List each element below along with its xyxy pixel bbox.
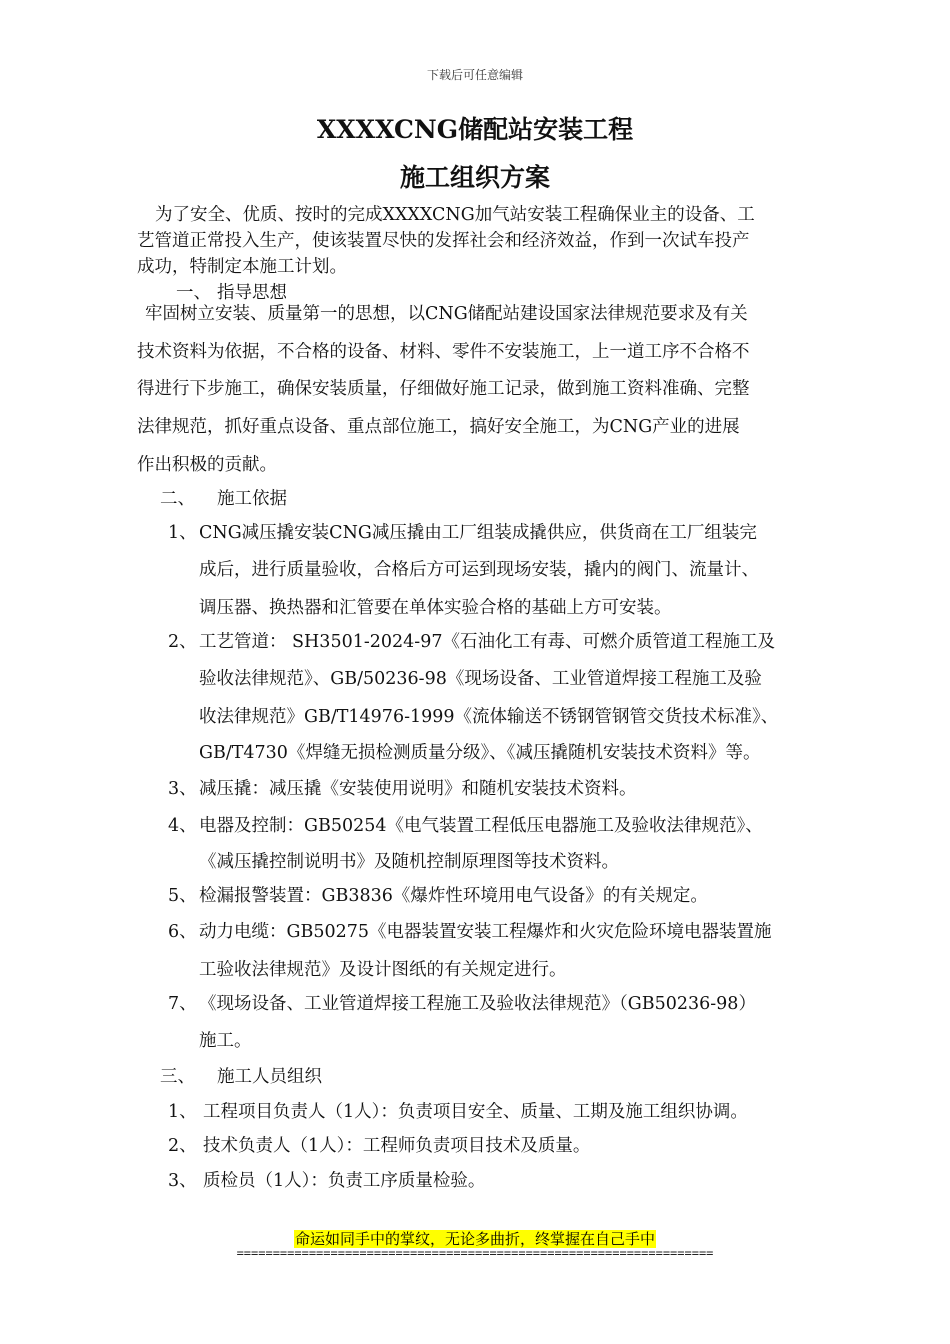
paragraph-line: 牢固树立安装、质量第一的思想，以CNG储配站建设国家法律规范要求及有关 — [145, 304, 748, 324]
paragraph-line: 技术资料为依据，不合格的设备、材料、零件不安装施工，上一道工序不合格不 — [137, 342, 750, 362]
list-item-line: 《现场设备、工业管道焊接工程施工及验收法律规范》（GB50236-98） — [199, 994, 756, 1014]
list-item-line: 工程项目负责人（1人）：负责项目安全、质量、工期及施工组织协调。 — [203, 1102, 748, 1122]
document-title: XXXXCNG储配站安装工程 — [316, 115, 634, 144]
list-number: 6、 — [168, 922, 197, 942]
paragraph-line: 法律规范，抓好重点设备、重点部位施工，搞好安全施工，为CNG产业的进展 — [137, 417, 740, 437]
paragraph-line: 得进行下步施工，确保安装质量，仔细做好施工记录，做到施工资料准确、完整 — [137, 379, 750, 399]
list-item-line: 减压撬：减压撬《安装使用说明》和随机安装技术资料。 — [199, 779, 637, 799]
section-number: 二、 — [160, 489, 195, 509]
footer-rule: ================================================================== — [236, 1246, 714, 1260]
list-item-line: 质检员（1人）：负责工序质量检验。 — [203, 1171, 486, 1191]
list-item-line: 技术负责人（1人）：工程师负责项目技术及质量。 — [203, 1136, 591, 1156]
section-number: 一、 — [176, 283, 211, 303]
list-number: 5、 — [168, 886, 197, 906]
intro-line: 成功，特制定本施工计划。 — [137, 257, 347, 277]
intro-line: 为了安全、优质、按时的完成XXXXCNG加气站安装工程确保业主的设备、工 — [155, 205, 755, 225]
list-number: 3、 — [168, 1171, 197, 1191]
footer-motto-text: 命运如同手中的掌纹，无论多曲折，终掌握在自己手中 — [294, 1230, 655, 1248]
list-number: 4、 — [168, 816, 197, 836]
list-number: 1、 — [168, 523, 197, 543]
list-item-line: 检漏报警装置：GB3836《爆炸性环境用电气设备》的有关规定。 — [199, 886, 708, 906]
list-number: 1、 — [168, 1102, 197, 1122]
list-item-line: 电器及控制：GB50254《电气装置工程低压电器施工及验收法律规范》、 — [199, 816, 763, 836]
list-number: 2、 — [168, 632, 197, 652]
paragraph-line: 作出积极的贡献。 — [137, 455, 277, 475]
list-item-line: GB/T4730《焊缝无损检测质量分级》、《减压撬随机安装技术资料》等。 — [199, 743, 761, 763]
list-number: 7、 — [168, 994, 197, 1014]
list-item-line: 动力电缆：GB50275《电器装置安装工程爆炸和火灾危险环境电器装置施 — [199, 922, 772, 942]
section-heading: 施工依据 — [217, 489, 287, 509]
list-item-line: 工验收法律规范》及设计图纸的有关规定进行。 — [199, 960, 567, 980]
section-number: 三、 — [160, 1067, 195, 1087]
list-item-line: 收法律规范》GB/T14976-1999《流体输送不锈钢管钢管交货技术标准》、 — [199, 707, 779, 727]
intro-line: 艺管道正常投入生产，使该装置尽快的发挥社会和经济效益，作到一次试车投产 — [137, 231, 750, 251]
document-subtitle: 施工组织方案 — [399, 163, 550, 192]
list-item-line: 施工。 — [199, 1031, 252, 1051]
section-heading: 施工人员组织 — [217, 1067, 322, 1087]
list-item-line: 调压器、换热器和汇管要在单体实验合格的基础上方可安装。 — [199, 598, 672, 618]
list-item-line: CNG减压撬安装CNG减压撬由工厂组装成撬供应，供货商在工厂组装完 — [199, 523, 757, 543]
list-item-line: 验收法律规范》、GB/50236-98《现场设备、工业管道焊接工程施工及验 — [199, 669, 762, 689]
list-number: 2、 — [168, 1136, 197, 1156]
list-item-line: 工艺管道： SH3501-2024-97《石油化工有毒、可燃介质管道工程施工及 — [199, 632, 775, 652]
list-number: 3、 — [168, 779, 197, 799]
section-heading: 指导思想 — [217, 283, 287, 303]
header-note: 下载后可任意编辑 — [426, 68, 523, 82]
list-item-line: 成后，进行质量验收，合格后方可运到现场安装，撬内的阀门、流量计、 — [199, 560, 759, 580]
list-item-line: 《减压撬控制说明书》及随机控制原理图等技术资料。 — [199, 852, 619, 872]
